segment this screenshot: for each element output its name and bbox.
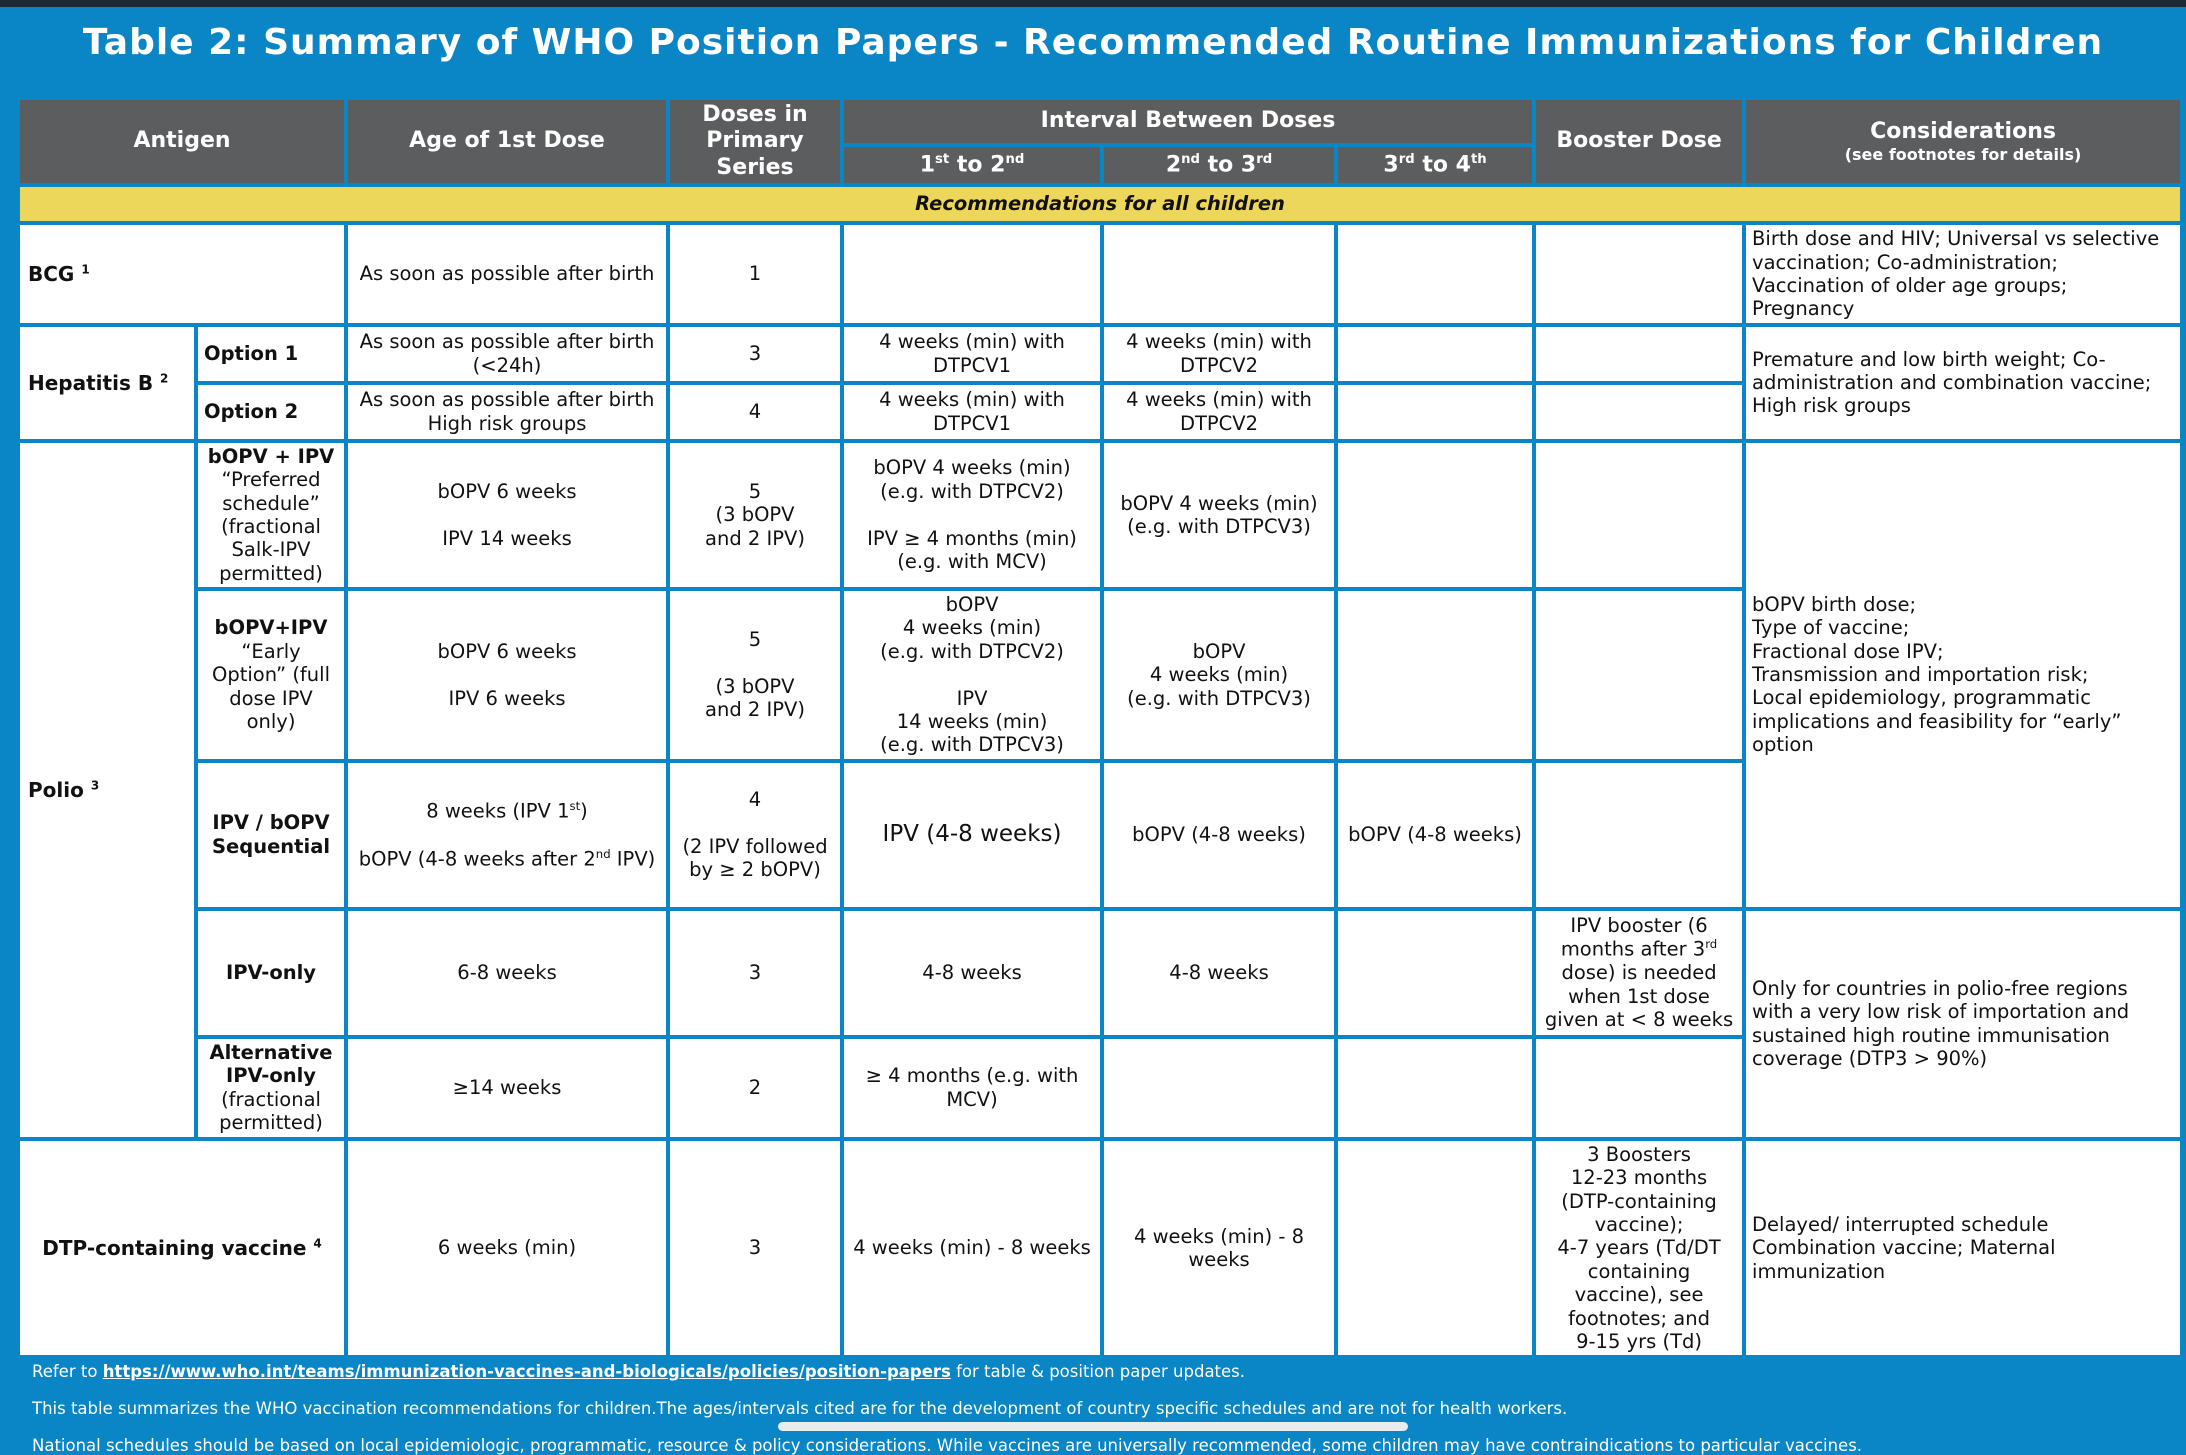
- cell-considerations: Premature and low birth weight; Co-administration and combination vaccine; High risk groups: [1744, 325, 2182, 441]
- cell-age: 8 weeks (IPV 1st) bOPV (4-8 weeks after 2nd IPV): [346, 761, 668, 909]
- cell-considerations: Birth dose and HIV; Universal vs selective vaccination; Co-administration; Vaccination of older age groups; Pregnancy: [1744, 223, 2182, 325]
- option-label: IPV / bOPV Sequential: [196, 761, 346, 909]
- table-row: [18, 223, 2182, 325]
- band-label: Recommendations for all children: [18, 185, 2182, 223]
- cell-booster: 3 Boosters 12-23 months (DTP-containing vaccine); 4-7 years (Td/DT containing vaccine), see footnotes; and 9-15 yrs (Td): [1534, 1139, 1744, 1358]
- cell-age: As soon as possible after birth High risk groups: [346, 383, 668, 441]
- cell-doses: 1: [668, 223, 842, 325]
- considerations-note: (see footnotes for details): [1844, 145, 2082, 165]
- cell-doses: 5 (3 bOPV and 2 IPV): [668, 441, 842, 589]
- cell-interval-1-2: ≥ 4 months (e.g. with MCV): [842, 1037, 1102, 1139]
- cell-age: As soon as possible after birth (<24h): [346, 325, 668, 383]
- cell-doses: 4 (2 IPV followed by ≥ 2 bOPV): [668, 761, 842, 909]
- cell-interval-1-2: 4 weeks (min) - 8 weeks: [842, 1139, 1102, 1358]
- cell-interval-2-3: 4 weeks (min) with DTPCV2: [1102, 383, 1336, 441]
- cell-interval-2-3: 4 weeks (min) with DTPCV2: [1102, 325, 1336, 383]
- header-interval-1-2: 1st to 2nd: [842, 145, 1102, 185]
- cell-doses: 2: [668, 1037, 842, 1139]
- header-interval: Interval Between Doses: [842, 98, 1534, 145]
- header-interval-2-3: 2nd to 3rd: [1102, 145, 1336, 185]
- footer-national: National schedules should be based on local epidemiologic, programmatic, resource & policy considerations. While vaccines are universally recommended, some children may have contraindications to particular vaccines.: [32, 1436, 1863, 1455]
- cell-interval-2-3: 4 weeks (min) - 8 weeks: [1102, 1139, 1336, 1358]
- header-booster: Booster Dose: [1534, 98, 1744, 185]
- header-doses: Doses in Primary Series: [668, 98, 842, 185]
- header-considerations: [1744, 98, 2182, 185]
- position-papers-link[interactable]: https://www.who.int/teams/immunization-vaccines-and-biologicals/policies/position-papers: [102, 1362, 951, 1381]
- table-row: [18, 909, 2182, 1037]
- option-label: bOPV + IPV “Preferred schedule” (fractional Salk-IPV permitted): [196, 441, 346, 589]
- table-row: [18, 1139, 2182, 1358]
- cell-interval-2-3: bOPV 4 weeks (min) (e.g. with DTPCV3): [1102, 589, 1336, 761]
- cell-interval-2-3: 4-8 weeks: [1102, 909, 1336, 1037]
- cell-age: bOPV 6 weeks IPV 14 weeks: [346, 441, 668, 589]
- cell-interval-1-2: 4 weeks (min) with DTPCV1: [842, 325, 1102, 383]
- header-interval-3-4: 3rd to 4th: [1336, 145, 1534, 185]
- cell-age: bOPV 6 weeks IPV 6 weeks: [346, 589, 668, 761]
- cell-considerations: bOPV birth dose; Type of vaccine; Fractional dose IPV; Transmission and importation risk; Local epidemiology, programmatic implications and feasibility for “early” option: [1744, 441, 2182, 909]
- cell-doses: 5 (3 bOPV and 2 IPV): [668, 589, 842, 761]
- cell-doses: 4: [668, 383, 842, 441]
- cell-considerations: Delayed/ interrupted schedule Combination vaccine; Maternal immunization: [1744, 1139, 2182, 1358]
- option-label: Alternative IPV-only (fractional permitted): [196, 1037, 346, 1139]
- cell-interval-3-4: bOPV (4-8 weeks): [1336, 761, 1534, 909]
- cell-doses: 3: [668, 909, 842, 1037]
- table-row: [18, 325, 2182, 383]
- cell-age: As soon as possible after birth: [346, 223, 668, 325]
- cell-interval-1-2: IPV (4-8 weeks): [842, 761, 1102, 909]
- header-age: Age of 1st Dose: [346, 98, 668, 185]
- cell-interval-1-2: 4-8 weeks: [842, 909, 1102, 1037]
- cell-booster: IPV booster (6 months after 3rd dose) is needed when 1st dose given at < 8 weeks: [1534, 909, 1744, 1037]
- cell-age: 6 weeks (min): [346, 1139, 668, 1358]
- cell-interval-2-3: bOPV (4-8 weeks): [1102, 761, 1336, 909]
- antigen-bcg: BCG $^1$: [18, 223, 346, 325]
- table-row: [18, 441, 2182, 589]
- cell-doses: 3: [668, 325, 842, 383]
- option-label: Option 2: [196, 383, 346, 441]
- immunization-table: [16, 96, 2184, 1359]
- page-title: Table 2: Summary of WHO Position Papers - Recommended Routine Immunizations for Children: [82, 22, 2104, 63]
- cell-considerations: Only for countries in polio-free regions with a very low risk of importation and sustained high routine immunisation coverage (DTP3 > 90%): [1744, 909, 2182, 1139]
- cell-age: ≥14 weeks: [346, 1037, 668, 1139]
- option-label: IPV-only: [196, 909, 346, 1037]
- footer-refer: Refer to https://www.who.int/teams/immunization-vaccines-and-biologicals/policies/position-papers for table & position paper updates.: [32, 1362, 1246, 1381]
- footer-summary: This table summarizes the WHO vaccination recommendations for children.The ages/intervals cited are for the development of country specific schedules and are not for health workers.: [32, 1399, 1568, 1418]
- antigen-dtp: DTP-containing vaccine $^4$: [18, 1139, 346, 1358]
- cell-interval-1-2: bOPV 4 weeks (min) (e.g. with DTPCV2) IPV 14 weeks (min) (e.g. with DTPCV3): [842, 589, 1102, 761]
- cell-doses: 3: [668, 1139, 842, 1358]
- option-label: Option 1: [196, 325, 346, 383]
- cell-age: 6-8 weeks: [346, 909, 668, 1037]
- band-row: [18, 185, 2182, 223]
- top-edge: [0, 0, 2186, 7]
- cell-interval-1-2: bOPV 4 weeks (min) (e.g. with DTPCV2) IPV ≥ 4 months (min) (e.g. with MCV): [842, 441, 1102, 589]
- header-antigen: Antigen: [18, 98, 346, 185]
- considerations-title: Considerations: [1870, 118, 2056, 144]
- horizontal-scrollbar[interactable]: [778, 1422, 1408, 1431]
- antigen-polio: Polio $^3$: [18, 441, 196, 1139]
- option-label: bOPV+IPV “Early Option” (full dose IPV only): [196, 589, 346, 761]
- cell-interval-2-3: bOPV 4 weeks (min) (e.g. with DTPCV3): [1102, 441, 1336, 589]
- cell-interval-1-2: 4 weeks (min) with DTPCV1: [842, 383, 1102, 441]
- antigen-hepb: Hepatitis B $^2$: [18, 325, 196, 441]
